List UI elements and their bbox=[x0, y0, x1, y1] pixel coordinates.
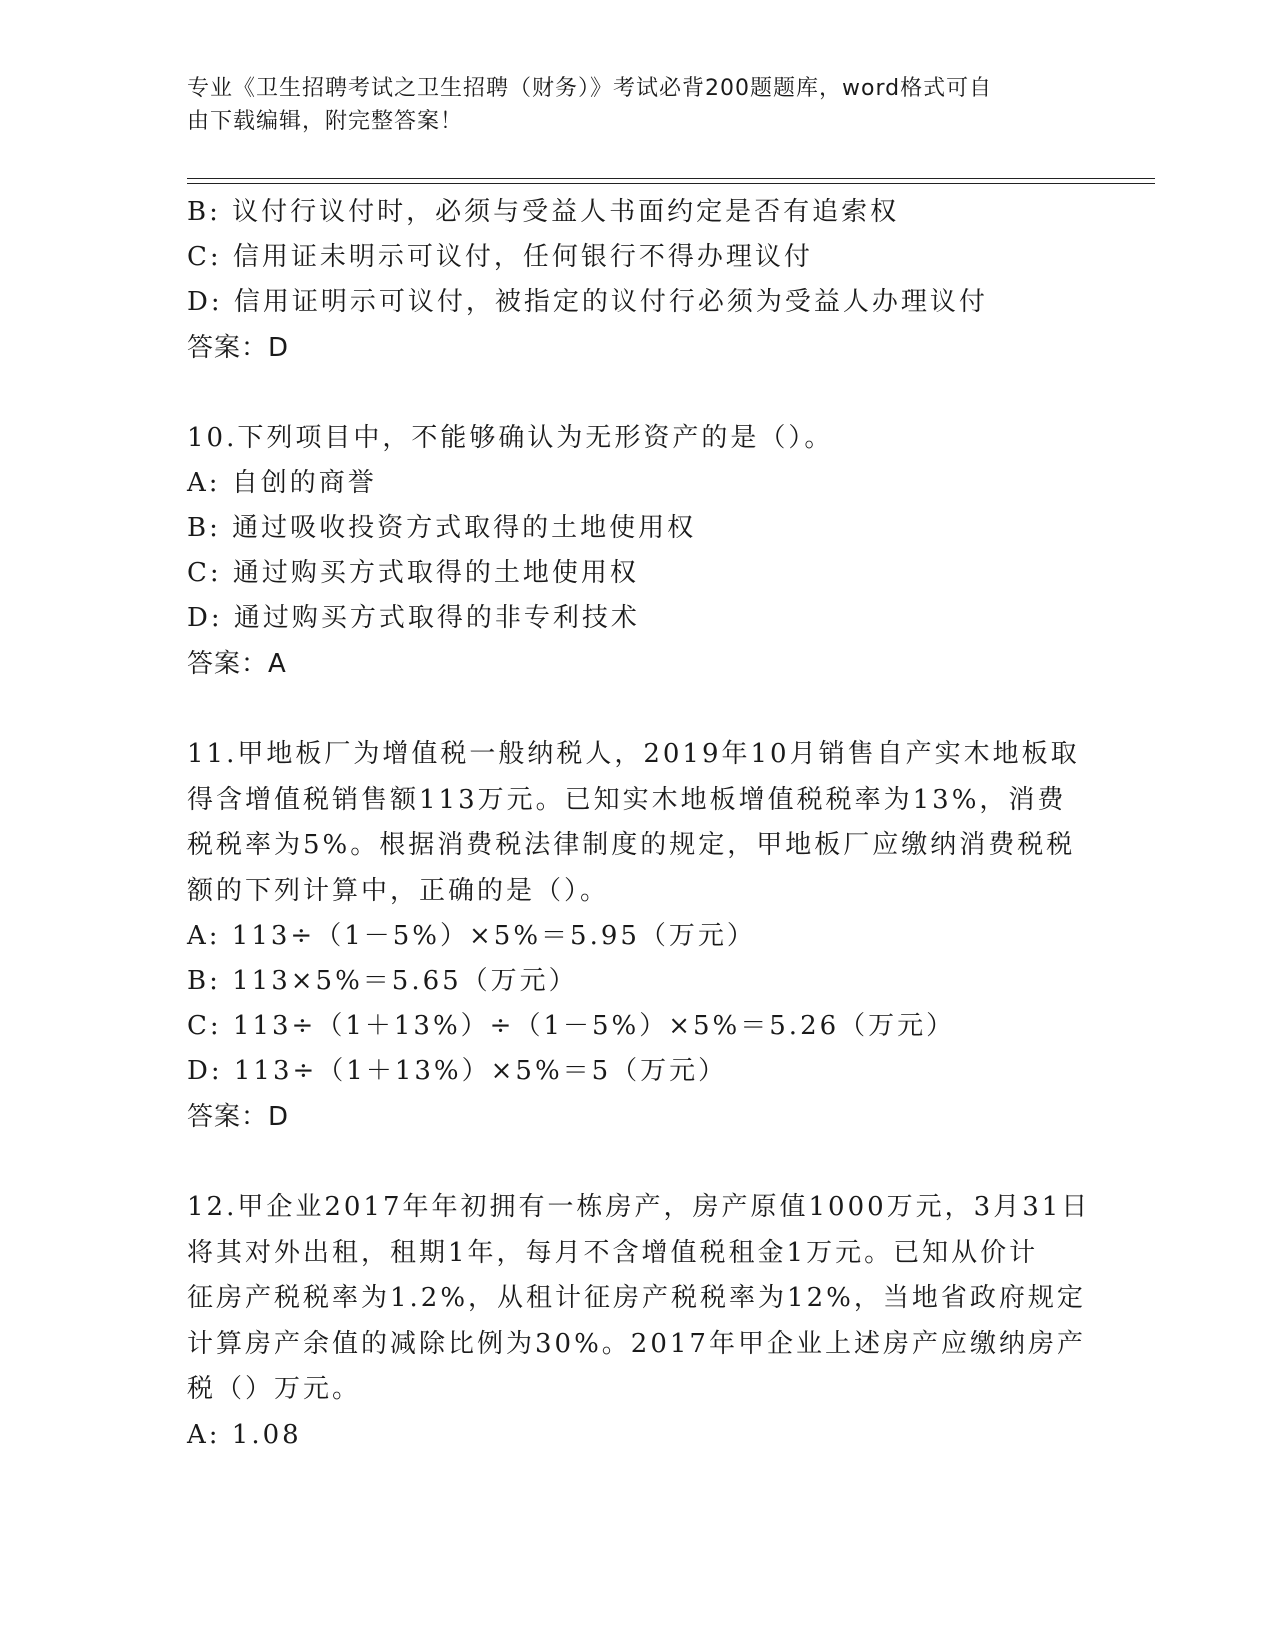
option-c: C: 113÷（1＋13%）÷（1－5%）×5%＝5.26（万元） bbox=[187, 1011, 956, 1041]
stem-line: 计算房产余值的减除比例为30%。2017年甲企业上述房产应缴纳房产 bbox=[187, 1328, 1086, 1359]
option-d: D: 信用证明示可议付，被指定的议付行必须为受益人办理议付 bbox=[187, 287, 988, 317]
option-a: A: 自创的商誉 bbox=[187, 468, 377, 498]
stem-line: 11.甲地板厂为增值税一般纳税人，2019年10月销售自产实木地板取 bbox=[187, 739, 1080, 769]
question-stem bbox=[187, 732, 1087, 914]
stem-line: 征房产税税率为1.2%，从租计征房产税税率为12%，当地省政府规定 bbox=[187, 1283, 1086, 1313]
question-content bbox=[187, 190, 1091, 1458]
stem-line: 额的下列计算中，正确的是（）。 bbox=[187, 875, 610, 906]
stem-line: 得含增值税销售额113万元。已知实木地板增值税税率为13%，消费 bbox=[187, 784, 1067, 815]
stem-line: 税税率为5%。根据消费税法律制度的规定，甲地板厂应缴纳消费税税 bbox=[187, 830, 1076, 860]
header-divider-top bbox=[187, 178, 1155, 179]
answer: 答案：A bbox=[187, 649, 287, 679]
option-d: D: 113÷（1＋13%）×5%＝5（万元） bbox=[187, 1056, 728, 1086]
option-c: C: 通过购买方式取得的土地使用权 bbox=[187, 558, 639, 588]
header-line-1: 专业《卫生招聘考试之卫生招聘（财务）》考试必背200题题库，word格式可自 bbox=[187, 76, 993, 101]
option-a: A: 113÷（1－5%）×5%＝5.95（万元） bbox=[187, 921, 756, 951]
answer: 答案：D bbox=[187, 333, 290, 363]
stem-line: 税（）万元。 bbox=[187, 1374, 362, 1404]
option-b: B: 113×5%＝5.65（万元） bbox=[187, 966, 578, 996]
question-12 bbox=[187, 1185, 1091, 1458]
option-b: B: 议付行议付时，必须与受益人书面约定是否有追索权 bbox=[187, 197, 900, 227]
header-line-2: 由下载编辑，附完整答案！ bbox=[187, 109, 464, 134]
option-b: B: 通过吸收投资方式取得的土地使用权 bbox=[187, 513, 697, 543]
stem-line: 将其对外出租，租期1年，每月不含增值税租金1万元。已知从价计 bbox=[187, 1237, 1039, 1268]
option-a: A: 1.08 bbox=[187, 1419, 302, 1450]
question-11 bbox=[187, 732, 1087, 1140]
question-stem: 10.下列项目中，不能够确认为无形资产的是（）。 bbox=[187, 423, 834, 453]
document-header bbox=[187, 72, 1067, 138]
question-stem bbox=[187, 1185, 1091, 1413]
option-d: D: 通过购买方式取得的非专利技术 bbox=[187, 603, 640, 633]
header-divider-bottom bbox=[187, 183, 1155, 184]
stem-line: 12.甲企业2017年年初拥有一栋房产，房产原值1000万元，3月31日 bbox=[187, 1192, 1091, 1222]
question-9-continued bbox=[187, 190, 1087, 371]
question-10 bbox=[187, 416, 1087, 687]
option-c: C: 信用证未明示可议付，任何银行不得办理议付 bbox=[187, 242, 813, 272]
answer: 答案：D bbox=[187, 1102, 290, 1132]
